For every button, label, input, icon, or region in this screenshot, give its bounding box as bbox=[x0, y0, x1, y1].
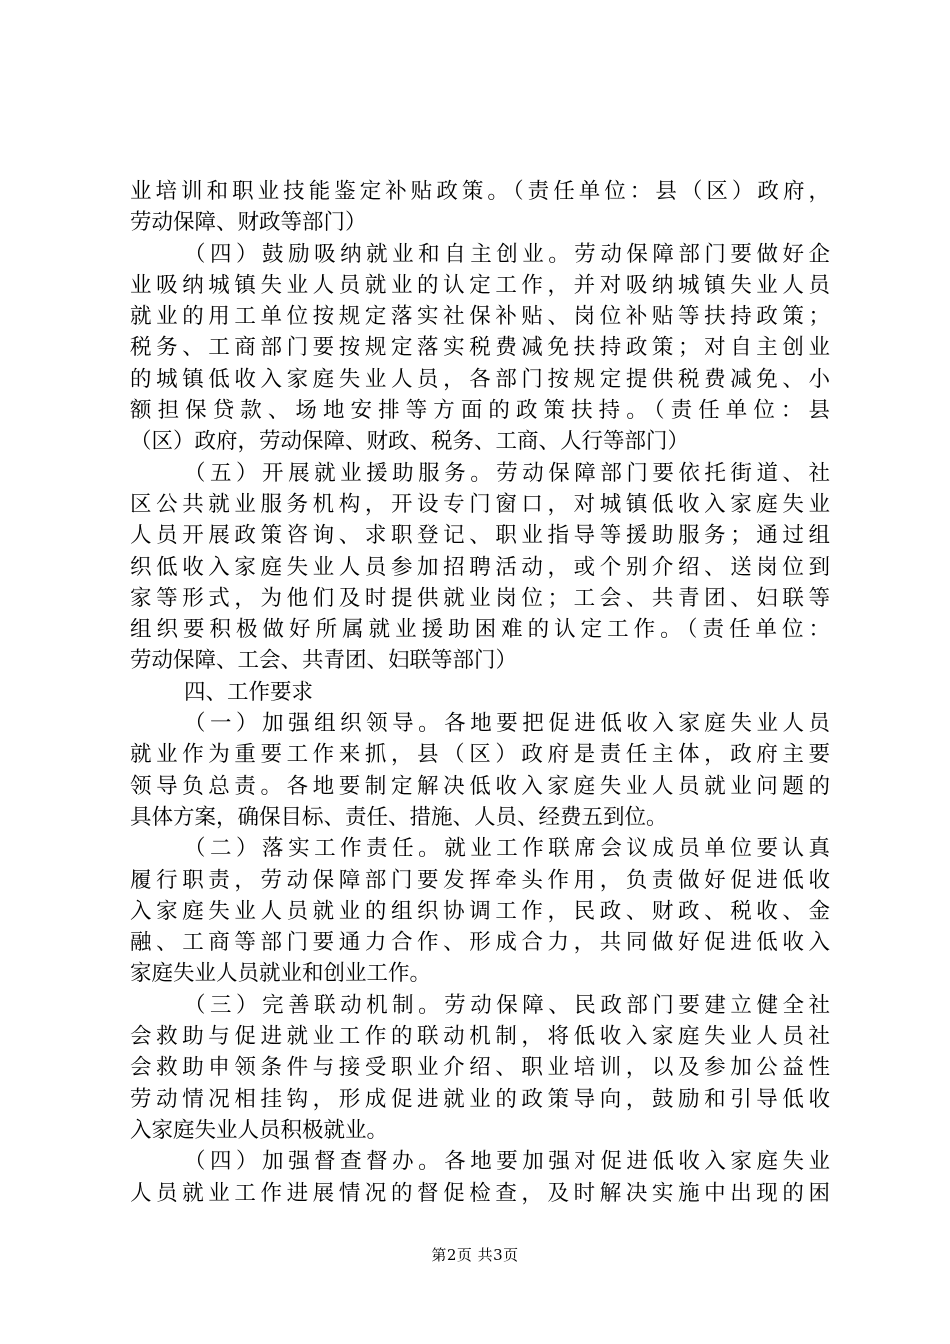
paragraph-start-line: （四）加强督查督办。各地要加强对促进低收入家庭失业 bbox=[184, 1149, 830, 1175]
paragraph-start-line: （五）开展就业援助服务。劳动保障部门要依托街道、社 bbox=[184, 460, 830, 486]
text-line: 就业作为重要工作来抓，县（区）政府是责任主体，政府主要 bbox=[130, 742, 830, 768]
text-line: 家等形式，为他们及时提供就业岗位；工会、共青团、妇联等 bbox=[130, 585, 830, 611]
paragraph-start-line: （一）加强组织领导。各地要把促进低收入家庭失业人员 bbox=[184, 711, 830, 737]
text-line: 区公共就业服务机构，开设专门窗口，对城镇低收入家庭失业 bbox=[130, 491, 830, 517]
text-line: 业吸纳城镇失业人员就业的认定工作，并对吸纳城镇失业人员 bbox=[130, 272, 830, 298]
text-line: 履行职责，劳动保障部门要发挥牵头作用，负责做好促进低收 bbox=[130, 867, 830, 893]
text-line: 税务、工商部门要按规定落实税费减免扶持政策；对自主创业 bbox=[130, 335, 830, 361]
text-line: 会救助申领条件与接受职业介绍、职业培训，以及参加公益性 bbox=[130, 1055, 830, 1081]
paragraph-start-line: （三）完善联动机制。劳动保障、民政部门要建立健全社 bbox=[184, 992, 830, 1018]
text-line: 劳动情况相挂钩，形成促进就业的政策导向，鼓励和引导低收 bbox=[130, 1086, 830, 1112]
page-number-footer: 第2页 共3页 bbox=[431, 1246, 519, 1264]
text-line: 织低收入家庭失业人员参加招聘活动，或个别介绍、送岗位到 bbox=[130, 554, 830, 580]
text-line: 劳动保障、工会、共青团、妇联等部门） bbox=[130, 648, 518, 674]
text-line: 领导负总责。各地要制定解决低收入家庭失业人员就业问题的 bbox=[130, 773, 830, 799]
text-line: （区）政府，劳动保障、财政、税务、工商、人行等部门） bbox=[130, 429, 690, 455]
text-line: 入家庭失业人员积极就业。 bbox=[130, 1117, 389, 1143]
section-heading: 四、工作要求 bbox=[184, 679, 314, 705]
text-line: 业培训和职业技能鉴定补贴政策。（责任单位：县（区）政府， bbox=[130, 179, 830, 204]
text-line: 人员就业工作进展情况的督促检查，及时解决实施中出现的困 bbox=[130, 1180, 830, 1206]
text-line: 的城镇低收入家庭失业人员，各部门按规定提供税费减免、小 bbox=[130, 366, 830, 392]
paragraph-start-line: （四）鼓励吸纳就业和自主创业。劳动保障部门要做好企 bbox=[184, 241, 830, 267]
text-line: 具体方案，确保目标、责任、措施、人员、经费五到位。 bbox=[130, 804, 668, 830]
text-line: 会救助与促进就业工作的联动机制，将低收入家庭失业人员社 bbox=[130, 1024, 830, 1050]
text-line: 额担保贷款、场地安排等方面的政策扶持。（责任单位：县 bbox=[130, 398, 830, 424]
text-line: 家庭失业人员就业和创业工作。 bbox=[130, 961, 432, 987]
document-body bbox=[130, 176, 830, 1209]
paragraph-start-line: （二）落实工作责任。就业工作联席会议成员单位要认真 bbox=[184, 836, 830, 862]
text-line: 组织要积极做好所属就业援助困难的认定工作。（责任单位： bbox=[130, 617, 830, 643]
text-line: 入家庭失业人员就业的组织协调工作，民政、财政、税收、金 bbox=[130, 898, 830, 924]
text-line: 劳动保障、财政等部门） bbox=[130, 210, 367, 236]
text-line: 融、工商等部门要通力合作、形成合力，共同做好促进低收入 bbox=[130, 930, 830, 956]
text-line: 人员开展政策咨询、求职登记、职业指导等援助服务；通过组 bbox=[130, 523, 830, 549]
text-line: 就业的用工单位按规定落实社保补贴、岗位补贴等扶持政策； bbox=[130, 304, 830, 330]
